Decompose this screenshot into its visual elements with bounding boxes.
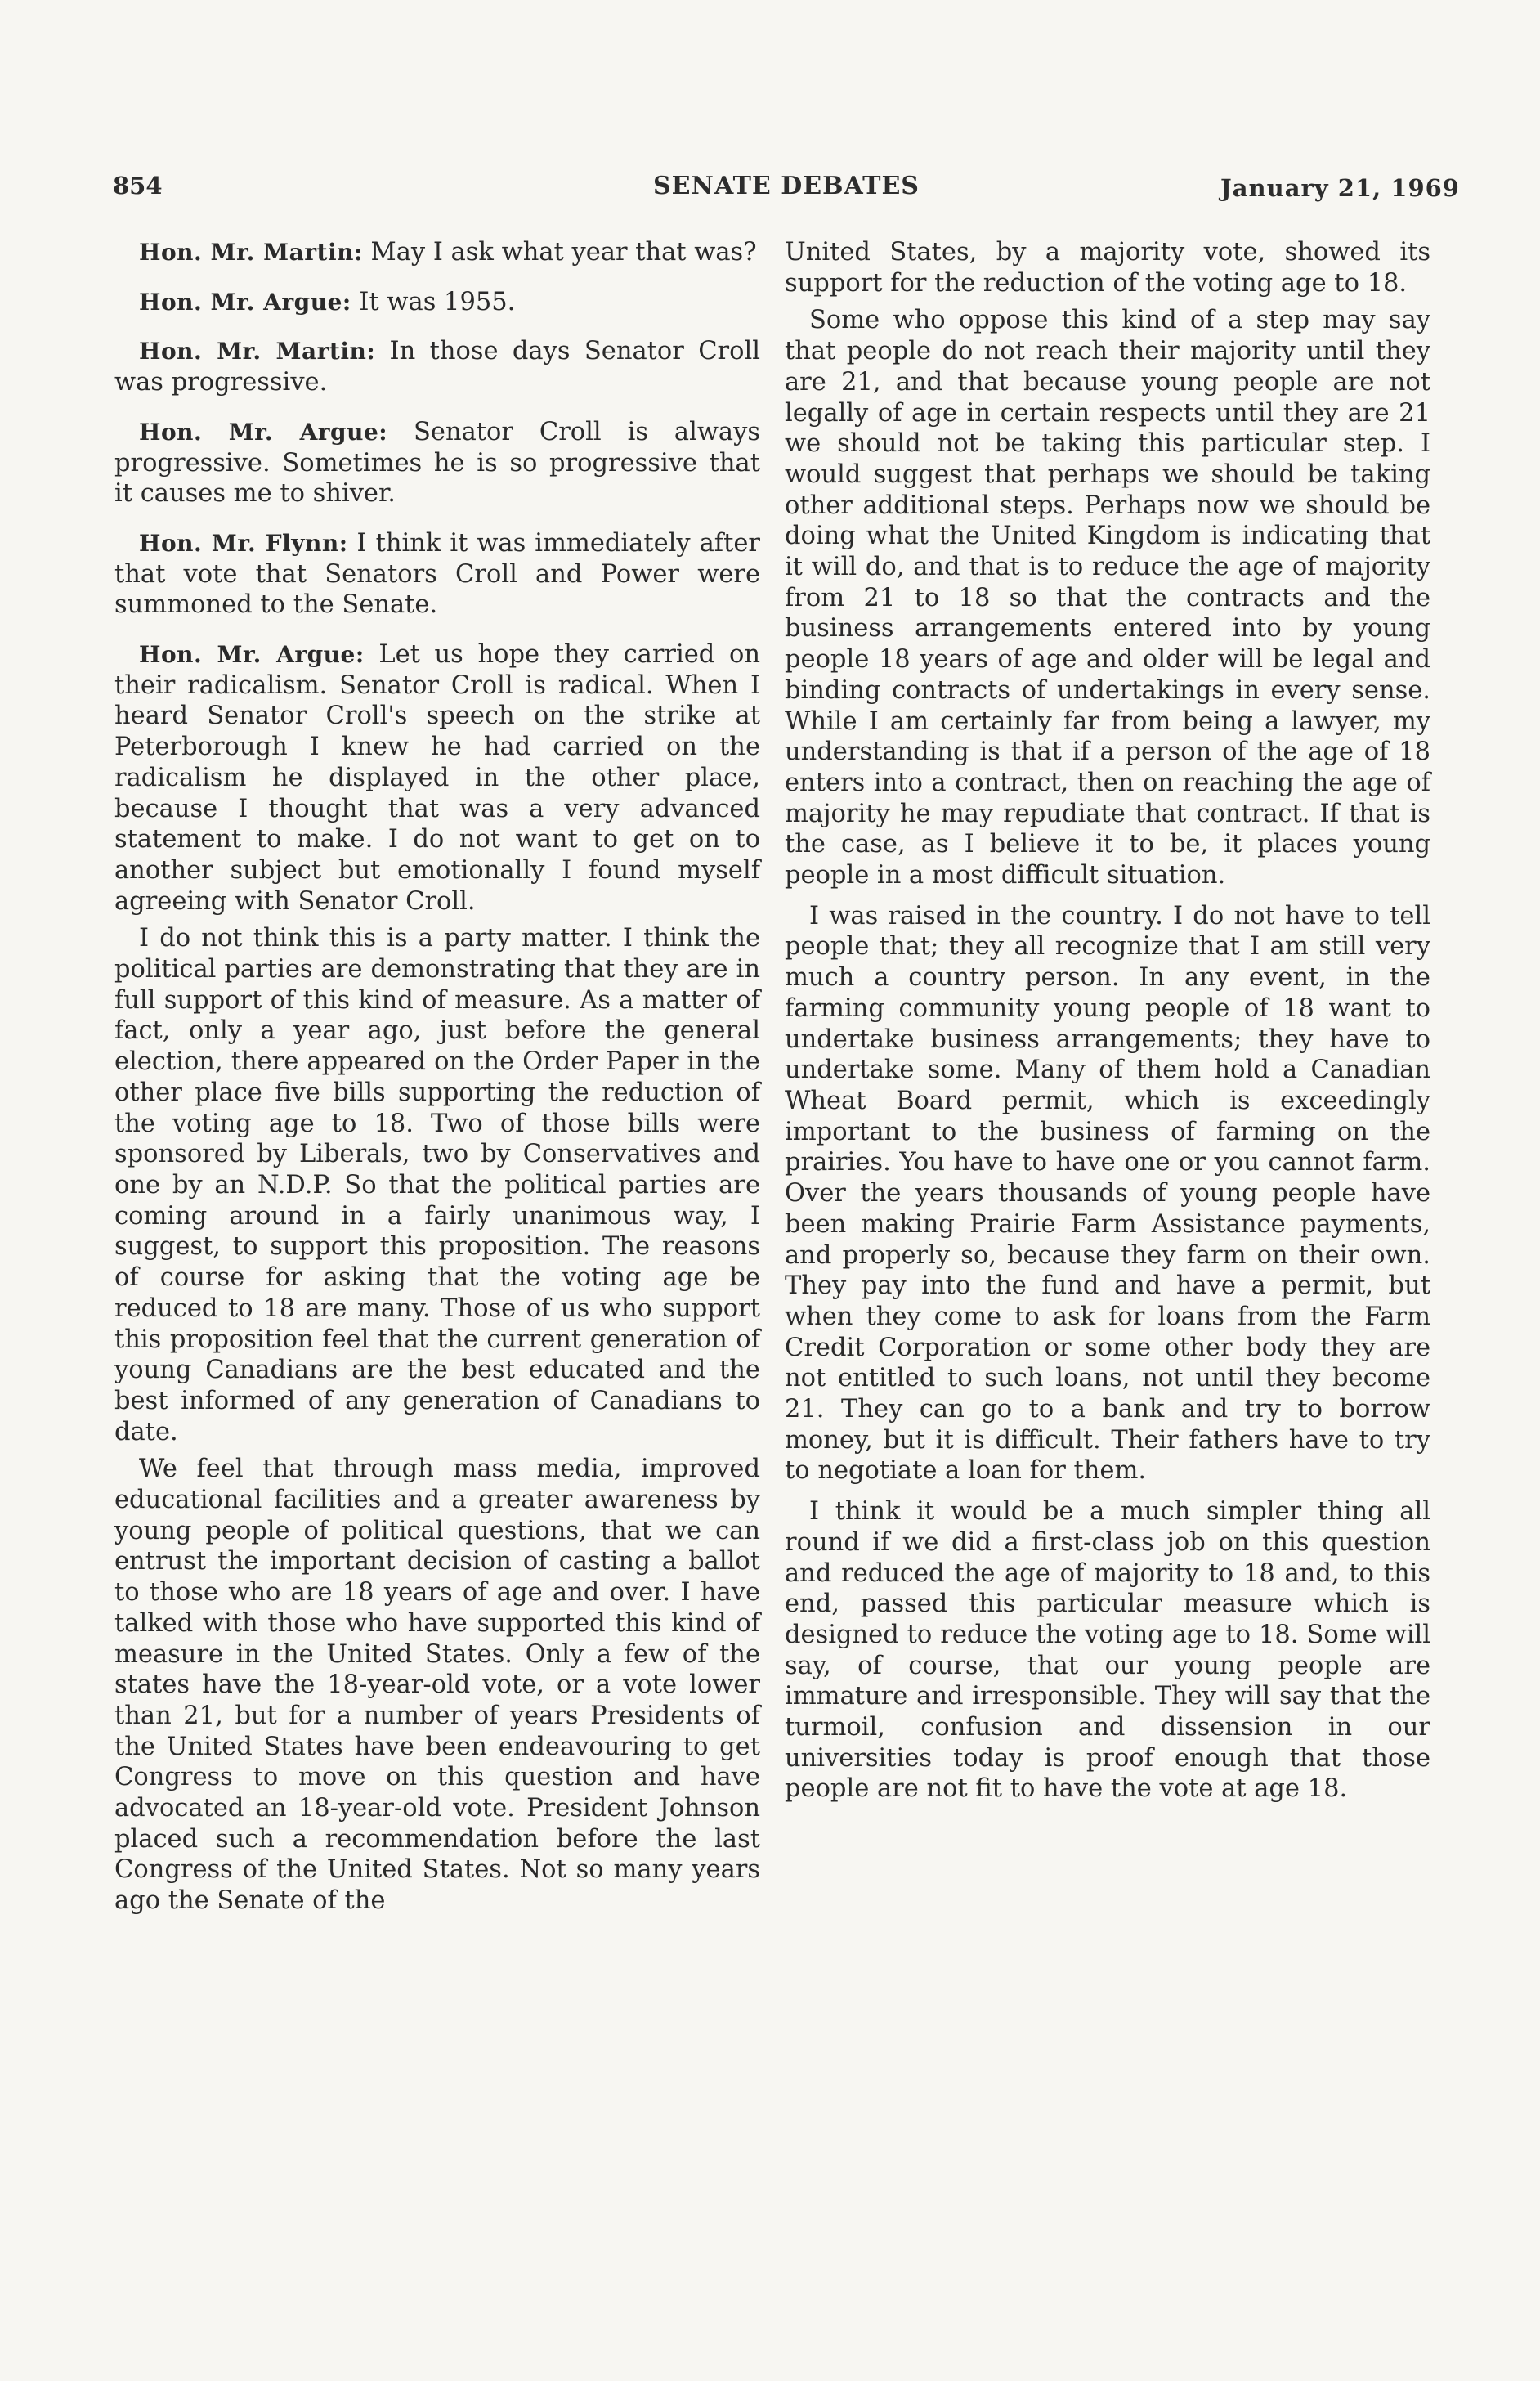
speaker-name: Hon. Mr. Flynn: [139, 529, 348, 557]
paragraph-text: I think it would be a much simpler thing all round if we did a first-class job on this question and reduced the age of majority to 18 and, to this end, passed this particular measure which is designed to reduce the voting age to 18. Some will say, of course, that our young people are immature and irresponsible. They will say that the turmoil, confusion and dissension in our universities today is proof enough that those people are not fit to have the vote at age 18. [785, 1497, 1430, 1804]
paragraph [785, 901, 1430, 1486]
paragraph-text: United States, by a majority vote, showed its support for the reduction of the voting age to 18. [785, 238, 1430, 298]
speaker-name: Hon. Mr. Martin: [139, 239, 363, 266]
journal-title: SENATE DEBATES [653, 172, 920, 200]
paragraph-text: Let us hope they carried on their radicalism. Senator Croll is radical. When I heard Senator Croll's speech on the strike at Peterborough I knew he had carried on the radicalism he displayed in the other place, because I thought that was a very advanced statement to make. I do not want to get on to another subject but emotionally I found myself agreeing with Senator Croll. [114, 640, 761, 916]
paragraph-text: Some who oppose this kind of a step may say that people do not reach their majority until they are 21, and that because young people are not legally of age in certain respects until they are 21 we should not be taking this particular step. I would suggest that perhaps we should be taking other additional steps. Perhaps now we should be doing what the United Kingdom is indicating that it will do, and that is to reduce the age of majority from 21 to 18 so that the contracts and the business arrangements entered into by young people 18 years of age and older will be legal and binding contracts of undertakings in every sense. While I am certainly far from being a lawyer, my understanding is that if a person of the age of 18 enters into a contract, then on reaching the age of majority he may repudiate that contract. If that is the case, as I believe it to be, it places young people in a most difficult situation. [785, 306, 1430, 890]
paragraph [114, 923, 760, 1447]
paragraph-text: I was raised in the country. I do not have to tell people that; they all recognize that I am still very much a country person. In any event, in the farming community young people of 18 want to undertake business arrangements; they have to undertake some. Many of them hold a Canadian Wheat Board permit, which is exceedingly important to the business of farming on the prairies. You have to have one or you cannot farm. Over the years thousands of young people have been making Prairie Farm Assistance payments, and properly so, because they farm on their own. They pay into the fund and have a permit, but when they come to ask for loans from the Farm Credit Corporation or some other body they are not entitled to such loans, not until they become 21. They can go to a bank and try to borrow money, but it is difficult. Their fathers have to try to negotiate a loan for them. [785, 901, 1430, 1486]
right-column [785, 237, 1430, 1823]
paragraph [114, 528, 760, 621]
paragraph [114, 1454, 760, 1917]
speaker-name: Hon. Mr. Martin: [139, 338, 376, 365]
page-number: 854 [113, 172, 163, 200]
speaker-name: Hon. Mr. Argue: [139, 418, 388, 446]
paragraph [114, 237, 760, 268]
paragraph [785, 305, 1430, 890]
paragraph-text: We feel that through mass media, improved educational facilities and a greater awareness by young people of political questions, that we can entrust the important decision of casting a ballot to those who are 18 years of age and over. I have talked with those who have supported this kind of measure in the United States. Only a few of the states have the 18-year-old vote, or a vote lower than 21, but for a number of years Presidents of the United States have been endeavouring to get Congress to move on this question and have advocated an 18-year-old vote. President Johnson placed such a recommendation before the last Congress of the United States. Not so many years ago the Senate of the [114, 1455, 760, 1916]
page-header [113, 172, 1460, 213]
paragraph [114, 287, 760, 318]
paragraph-text: I do not think this is a party matter. I think the political parties are demonstrating that they are in full support of this kind of measure. As a matter of fact, only a year ago, just before the general election, there appeared on the Order Paper in the other place five bills supporting the reduction of the voting age to 18. Two of those bills were sponsored by Liberals, two by Conservatives and one by an N.D.P. So that the political parties are coming around in a fairly unanimous way, I suggest, to support this proposition. The reasons of course for asking that the voting age be reduced to 18 are many. Those of us who support this proposition feel that the current generation of young Canadians are the best educated and the best informed of any generation of Canadians to date. [114, 924, 760, 1446]
paragraph-text: I think it was immediately after that vote that Senators Croll and Power were summoned to the Senate. [114, 528, 760, 620]
speaker-name: Hon. Mr. Argue: [139, 641, 365, 669]
paragraph-text: May I ask what year that was? [362, 238, 757, 267]
paragraph [114, 336, 760, 397]
paragraph-text: In those days Senator Croll was progressive. [114, 337, 760, 397]
paragraph [114, 639, 760, 917]
paragraph-text: Senator Croll is always progressive. Sometimes he is so progressive that it causes me to shiver. [114, 417, 760, 509]
paragraph [785, 237, 1430, 298]
header-date: January 21, 1969 [1220, 174, 1460, 202]
left-column [114, 237, 760, 1935]
paragraph [785, 1496, 1430, 1805]
paragraph [114, 417, 760, 509]
paragraph-text: It was 1955. [351, 287, 516, 316]
speaker-name: Hon. Mr. Argue: [139, 288, 351, 316]
